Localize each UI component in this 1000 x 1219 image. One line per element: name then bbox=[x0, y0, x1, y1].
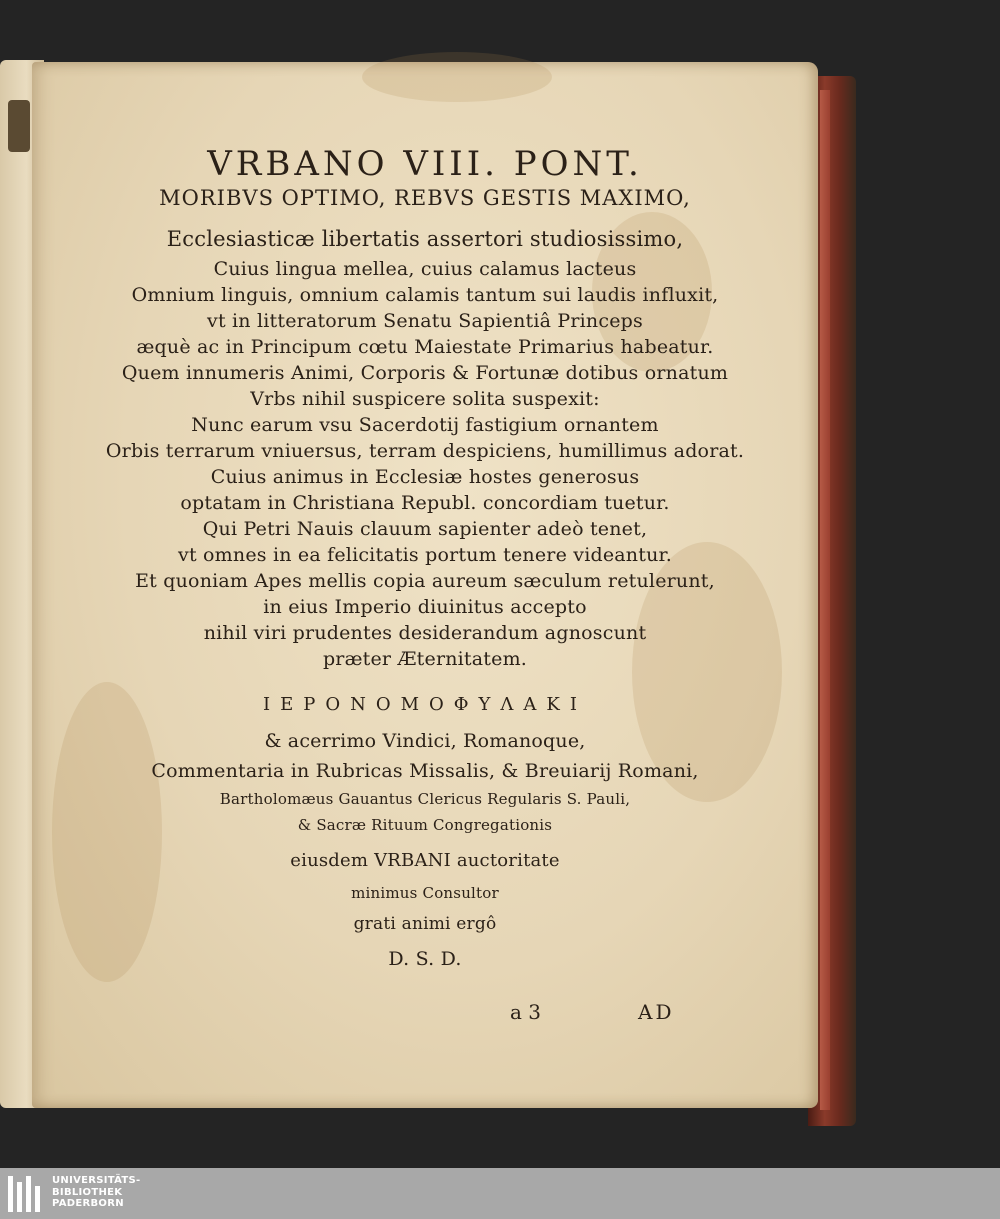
closing-line: & acerrimo Vindici, Romanoque, bbox=[264, 730, 586, 752]
dedication-line: Qui Petri Nauis clauum sapienter adeò tenet, bbox=[202, 518, 648, 540]
library-name bbox=[52, 1175, 141, 1210]
library-name-line: BIBLIOTHEK bbox=[52, 1186, 123, 1198]
author-line: Bartholomæus Gauantus Clericus Regularis S. Pauli, bbox=[219, 790, 631, 808]
dedication-line: æquè ac in Principum cœtu Maiestate Primarius habeatur. bbox=[136, 336, 714, 358]
dedication-line: optatam in Christiana Republ. concordiam tuetur. bbox=[180, 492, 670, 514]
dedication-subtitle: MORIBVS OPTIMO, REBVS GESTIS MAXIMO, bbox=[159, 186, 691, 210]
catchword: AD bbox=[638, 1000, 675, 1024]
closing-line: eiusdem VRBANI auctoritate bbox=[290, 850, 560, 871]
dedication-line: Quem innumeris Animi, Corporis & Fortunæ dotibus ornatum bbox=[121, 362, 729, 384]
library-logo-icon bbox=[8, 1176, 48, 1212]
closing-initials: D. S. D. bbox=[388, 948, 462, 970]
dedication-line: vt omnes in ea felicitatis portum tenere videantur. bbox=[178, 544, 672, 566]
dedication-line: in eius Imperio diuinitus accepto bbox=[263, 596, 587, 618]
dedication-line: Omnium linguis, omnium calamis tantum sui laudis influxit, bbox=[131, 284, 719, 306]
dedication-line: præter Æternitatem. bbox=[322, 648, 528, 670]
closing-line: grati animi ergô bbox=[353, 914, 497, 934]
dedication-line: vt in litteratorum Senatu Sapientiâ Princeps bbox=[207, 310, 643, 332]
dedication-line: Nunc earum vsu Sacerdotij fastigium ornantem bbox=[191, 414, 659, 436]
dedication-line: Cuius animus in Ecclesiæ hostes generosus bbox=[210, 466, 640, 488]
dedication-title: VRBANO VIII. PONT. bbox=[207, 144, 643, 184]
dedication-line: Et quoniam Apes mellis copia aureum sæculum retulerunt, bbox=[135, 570, 715, 592]
dedication-line: nihil viri prudentes desiderandum agnoscunt bbox=[203, 622, 647, 644]
closing-line: & Sacræ Rituum Congregationis bbox=[297, 816, 553, 834]
binding-corner bbox=[8, 100, 30, 152]
dedication-line: Ecclesiasticæ libertatis assertori studiosissimo, bbox=[166, 227, 684, 251]
closing-line: Commentaria in Rubricas Missalis, & Breuiarij Romani, bbox=[151, 760, 699, 782]
library-footer bbox=[0, 1168, 1000, 1219]
page-edge-red bbox=[820, 90, 830, 1110]
library-name-line: PADERBORN bbox=[52, 1198, 124, 1209]
closing-line: minimus Consultor bbox=[351, 884, 499, 902]
dedication-line: Orbis terrarum vniuersus, terram despiciens, humillimus adorat. bbox=[105, 440, 745, 462]
dedication-line: Vrbs nihil suspicere solita suspexit: bbox=[250, 388, 600, 410]
library-name-line: UNIVERSITÄTS- bbox=[52, 1175, 141, 1186]
dedication-line: Cuius lingua mellea, cuius calamus lacteus bbox=[213, 258, 637, 280]
signature-mark: a 3 bbox=[510, 1000, 542, 1024]
greek-heading: ΙΕΡΟΝΟΜΟΦΥΛΑΚΙ bbox=[262, 694, 587, 715]
